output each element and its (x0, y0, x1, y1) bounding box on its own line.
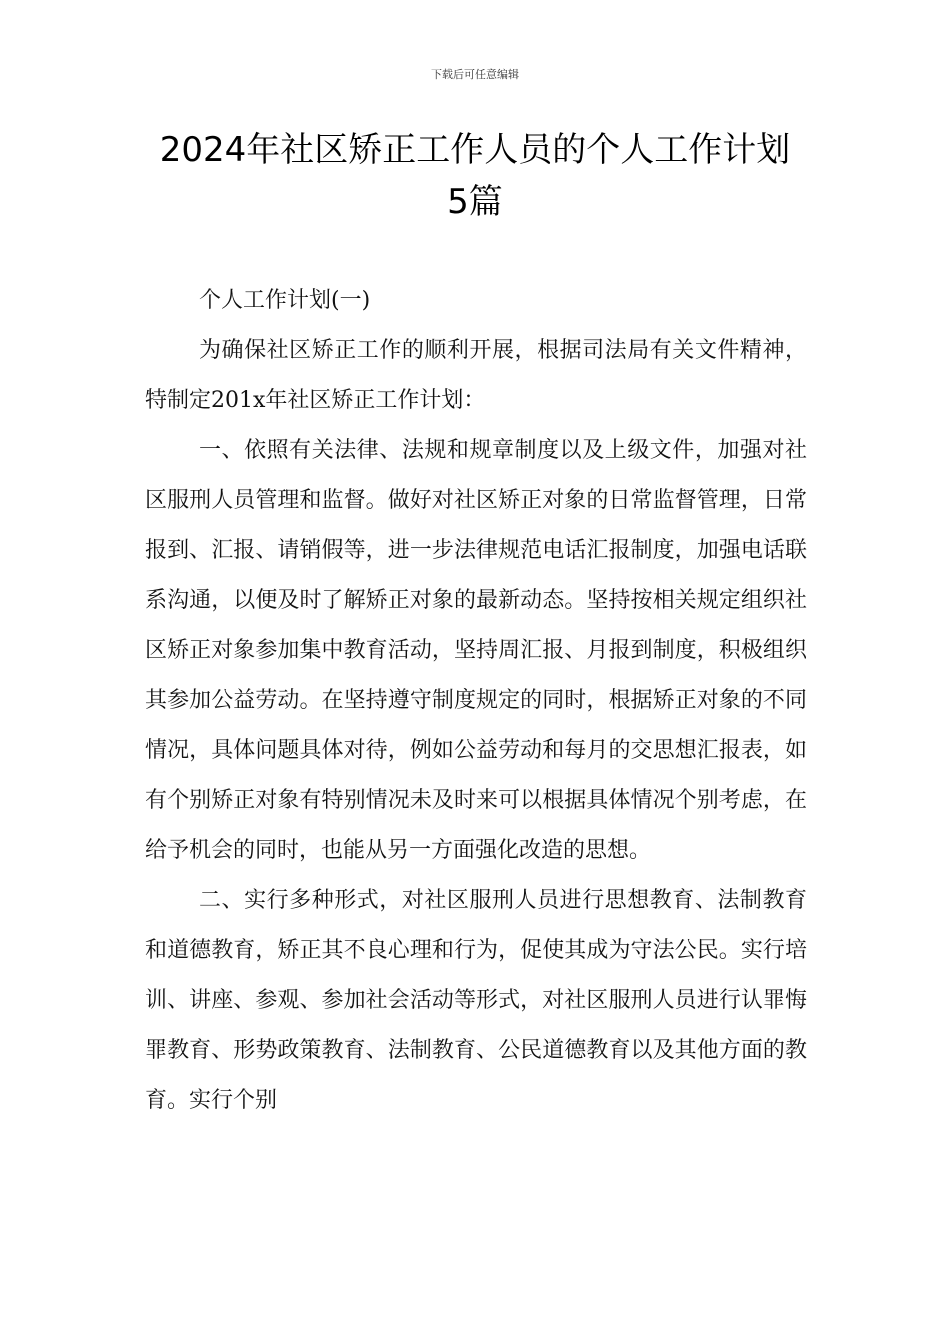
paragraph-intro: 为确保社区矫正工作的顺利开展，根据司法局有关文件精神，特制定201x年社区矫正工作计划： (145, 338, 807, 413)
document-body (145, 276, 807, 1126)
page-header-note: 下载后可任意编辑 (431, 68, 519, 81)
paragraph-point-2: 二、实行多种形式，对社区服刑人员进行思想教育、法制教育和道德教育，矫正其不良心理和行为，促使其成为守法公民。实行培训、讲座、参观、参加社会活动等形式，对社区服刑人员进行认罪悔罪教育、形势政策教育、法制教育、公民道德教育以及其他方面的教育。实行个别 (145, 888, 807, 1113)
title-line-2: 5篇 (447, 182, 503, 222)
paragraph-point-1: 一、依照有关法律、法规和规章制度以及上级文件，加强对社区服刑人员管理和监督。做好对社区矫正对象的日常监督管理，日常报到、汇报、请销假等，进一步法律规范电话汇报制度，加强电话联系沟通，以便及时了解矫正对象的最新动态。坚持按相关规定组织社区矫正对象参加集中教育活动，坚持周汇报、月报到制度，积极组织其参加公益劳动。在坚持遵守制度规定的同时，根据矫正对象的不同情况，具体问题具体对待，例如公益劳动和每月的交思想汇报表，如有个别矫正对象有特别情况未及时来可以根据具体情况个别考虑，在给予机会的同时，也能从另一方面强化改造的思想。 (145, 438, 807, 863)
document-title (120, 124, 830, 228)
title-line-1: 2024年社区矫正工作人员的个人工作计划 (159, 130, 791, 170)
section-subtitle: 个人工作计划(一) (199, 288, 371, 313)
